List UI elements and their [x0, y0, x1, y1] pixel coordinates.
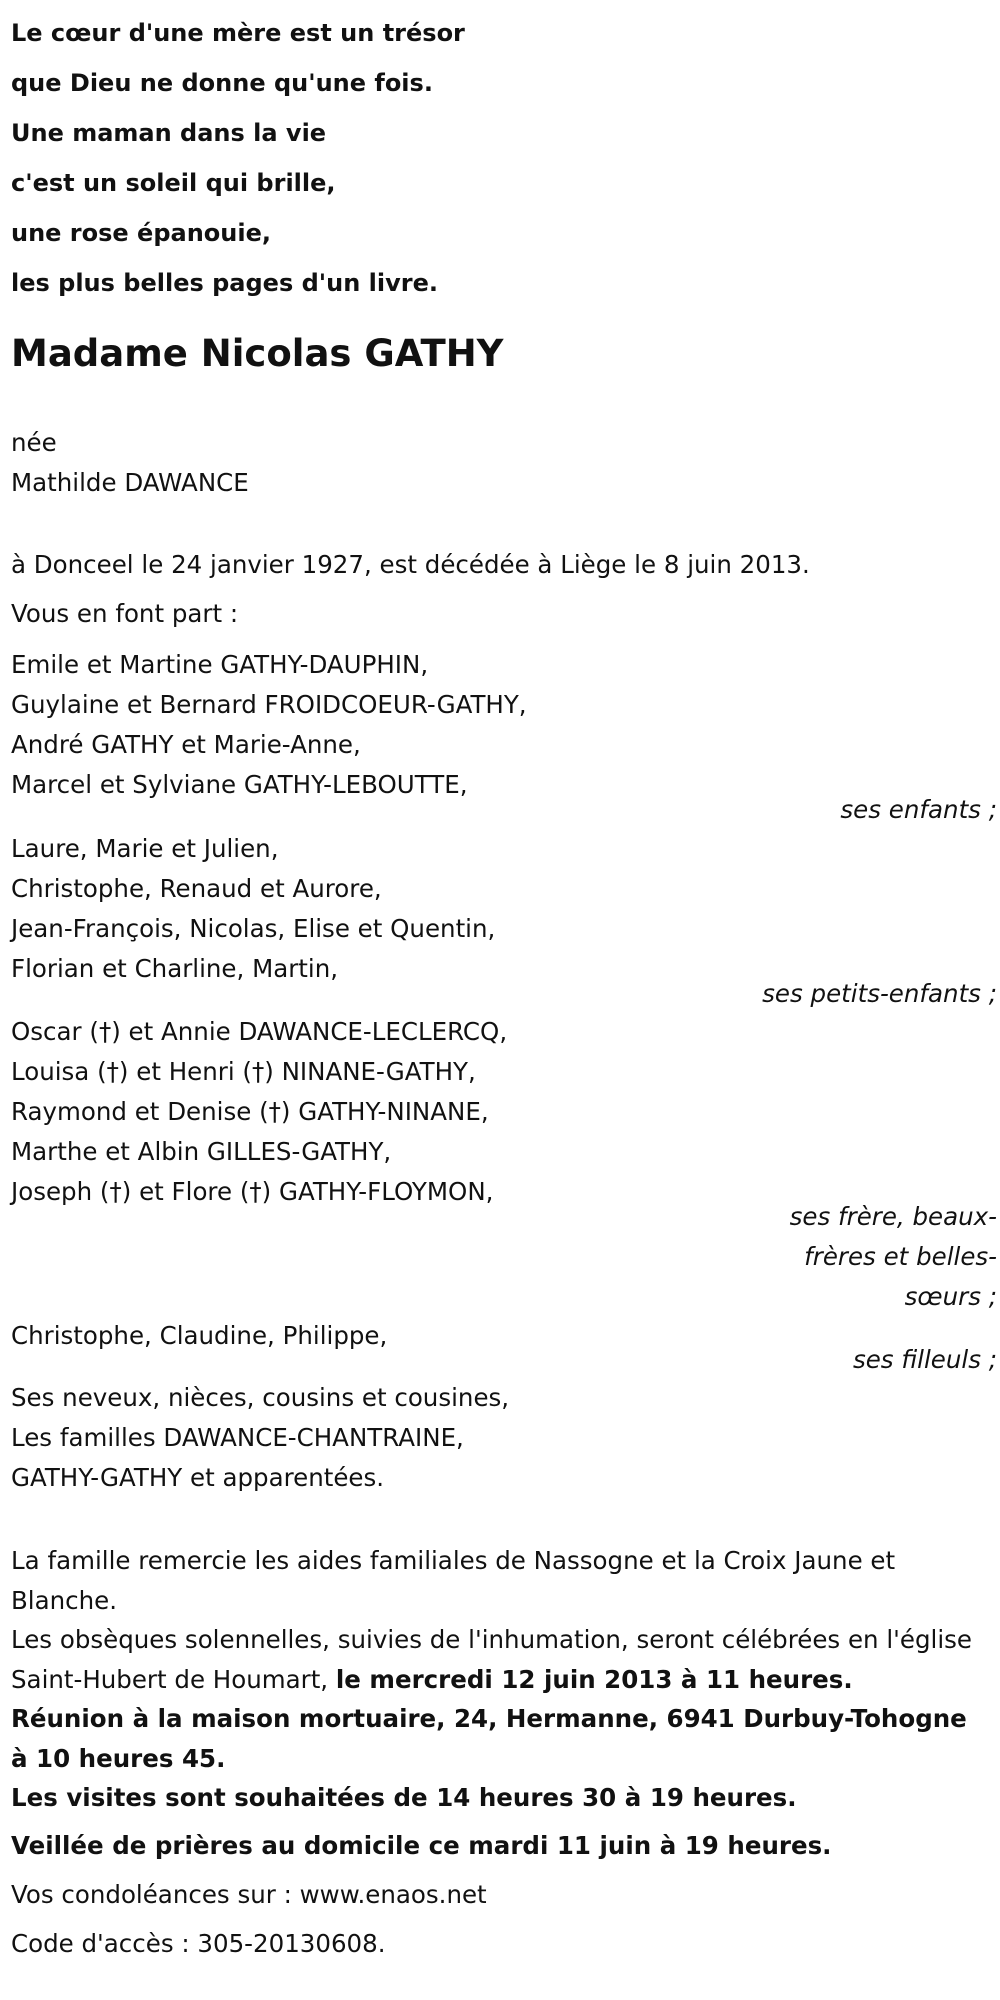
poem: [11, 8, 465, 308]
funeral-date: le mercredi 12 juin 2013 à 11 heures.: [335, 1665, 853, 1694]
children-list: [11, 645, 527, 805]
list-item: GATHY-GATHY et apparentées.: [11, 1463, 385, 1492]
relation-label: ses frère, beaux-frères et belles-sœurs ;: [789, 1202, 997, 1311]
list-item: Christophe, Claudine, Philippe,: [11, 1321, 388, 1350]
poem-line: les plus belles pages d'un livre.: [11, 269, 438, 297]
grandchildren-list: [11, 829, 495, 989]
list-item: Joseph (†) et Flore (†) GATHY-FLOYMON,: [11, 1177, 494, 1206]
siblings-list: [11, 1012, 507, 1212]
list-item: Florian et Charline, Martin,: [11, 954, 339, 983]
list-item: Ses neveux, nièces, cousins et cousines,: [11, 1383, 510, 1412]
list-item: André GATHY et Marie-Anne,: [11, 730, 361, 759]
born-label: née: [11, 428, 57, 457]
meeting-paragraph: Réunion à la maison mortuaire, 24, Hermanne, 6941 Durbuy-Tohogne à 10 heures 45.: [11, 1704, 967, 1773]
relation-label: ses petits-enfants ;: [762, 979, 997, 1008]
vigil-line: Veillée de prières au domicile ce mardi 11 juin à 19 heures.: [11, 1831, 832, 1860]
list-item: Marthe et Albin GILLES-GATHY,: [11, 1137, 392, 1166]
extended-family: [11, 1378, 509, 1498]
relation-label: ses filleuls ;: [852, 1345, 997, 1374]
funeral-paragraph: [11, 1620, 991, 1700]
list-item: Louisa (†) et Henri (†) NINANE-GATHY,: [11, 1057, 476, 1086]
poem-line: une rose épanouie,: [11, 219, 271, 247]
list-item: Raymond et Denise (†) GATHY-NINANE,: [11, 1097, 489, 1126]
dates-line: à Donceel le 24 janvier 1927, est décédée à Liège le 8 juin 2013.: [11, 550, 810, 579]
list-item: Marcel et Sylviane GATHY-LEBOUTTE,: [11, 770, 468, 799]
poem-line: Une maman dans la vie: [11, 119, 327, 147]
funeral-text: Les obsèques solennelles, suivies de l'inhumation, seront célébrées en l'église Saint-Hubert de Houmart,: [11, 1625, 972, 1694]
poem-line: c'est un soleil qui brille,: [11, 169, 336, 197]
announce-line: Vous en font part :: [11, 599, 239, 628]
deceased-name: Madame Nicolas GATHY: [11, 332, 504, 375]
maiden-name: Mathilde DAWANCE: [11, 468, 249, 497]
list-item: Oscar (†) et Annie DAWANCE-LECLERCQ,: [11, 1017, 508, 1046]
list-item: Les familles DAWANCE-CHANTRAINE,: [11, 1423, 464, 1452]
relation-label: ses enfants ;: [840, 795, 997, 824]
list-item: Guylaine et Bernard FROIDCOEUR-GATHY,: [11, 690, 527, 719]
visits-line: Les visites sont souhaitées de 14 heures 30 à 19 heures.: [11, 1783, 797, 1812]
access-code-line: Code d'accès : 305-20130608.: [11, 1929, 386, 1958]
list-item: Christophe, Renaud et Aurore,: [11, 874, 382, 903]
condolences-line: Vos condoléances sur : www.enaos.net: [11, 1880, 487, 1909]
list-item: Jean-François, Nicolas, Elise et Quentin,: [11, 914, 496, 943]
birth-name: [11, 423, 249, 503]
godchildren-list: [11, 1316, 387, 1356]
poem-line: Le cœur d'une mère est un trésor: [11, 19, 465, 47]
thanks-paragraph: La famille remercie les aides familiales de Nassogne et la Croix Jaune et Blanche.: [11, 1546, 896, 1615]
list-item: Laure, Marie et Julien,: [11, 834, 279, 863]
poem-line: que Dieu ne donne qu'une fois.: [11, 69, 433, 97]
list-item: Emile et Martine GATHY-DAUPHIN,: [11, 650, 429, 679]
